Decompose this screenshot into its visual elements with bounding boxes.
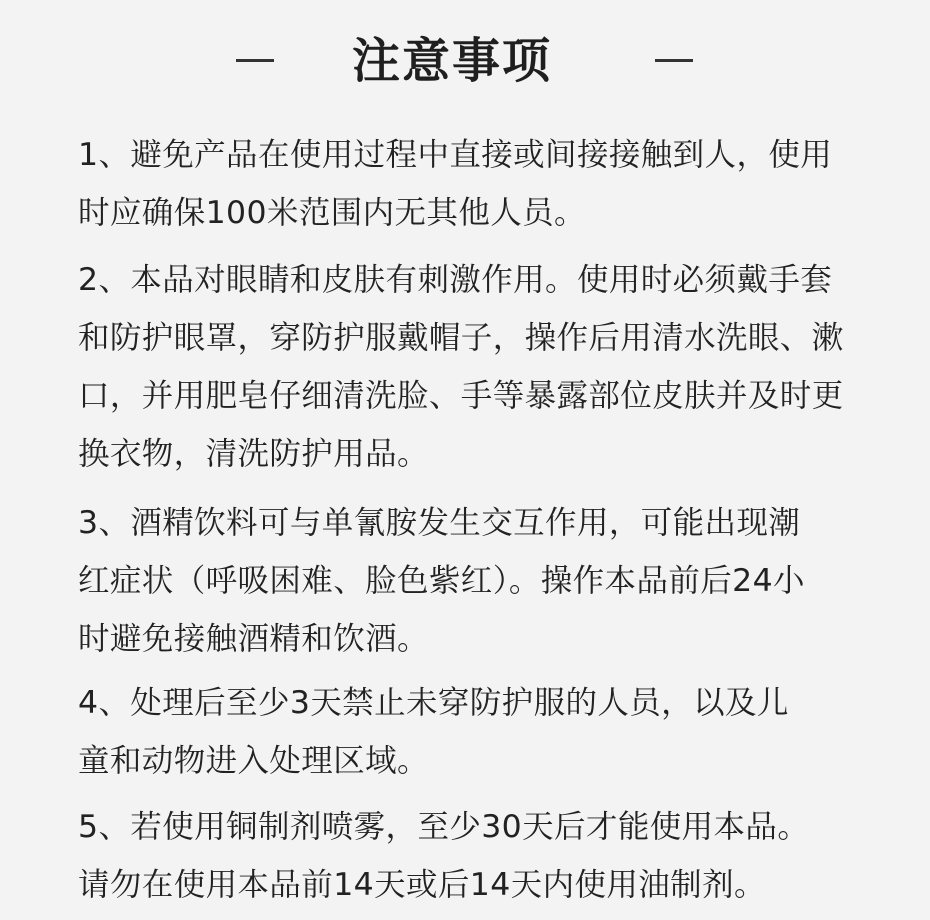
title-dash-left [236,59,274,62]
notice-item-2 [78,251,844,483]
notice-item-1 [78,126,832,242]
notice-line: 4、处理后至少3天禁止未穿防护服的人员，以及儿 [78,685,789,721]
notice-line: 红症状（呼吸困难、脸色紫红）。操作本品前后24小 [78,563,805,599]
page-title: 注意事项 [352,33,553,89]
notice-line: 和防护眼罩，穿防护服戴帽子，操作后用清水洗眼、漱 [78,320,844,356]
notice-line: 时避免接触酒精和饮酒。 [78,621,429,657]
notice-line: 请勿在使用本品前14天或后14天内使用油制剂。 [78,867,766,903]
notice-item-3 [78,494,805,668]
notice-line: 童和动物进入处理区域。 [78,743,429,779]
notice-line: 3、酒精饮料可与单氰胺发生交互作用，可能出现潮 [78,505,801,541]
notice-line: 时应确保100米范围内无其他人员。 [78,195,586,231]
notice-line: 口，并用肥皂仔细清洗脸、手等暴露部位皮肤并及时更 [78,378,844,414]
notice-line: 换衣物，清洗防护用品。 [78,436,429,472]
notice-item-5 [78,798,809,914]
notice-item-4 [78,674,789,790]
notice-line: 5、若使用铜制剂喷雾，至少30天后才能使用本品。 [78,809,810,845]
notice-line: 1、避免产品在使用过程中直接或间接接触到人，使用 [78,137,833,173]
notice-line: 2、本品对眼睛和皮肤有刺激作用。使用时必须戴手套 [78,262,833,298]
title-dash-right [655,59,693,62]
title-row [0,30,930,94]
